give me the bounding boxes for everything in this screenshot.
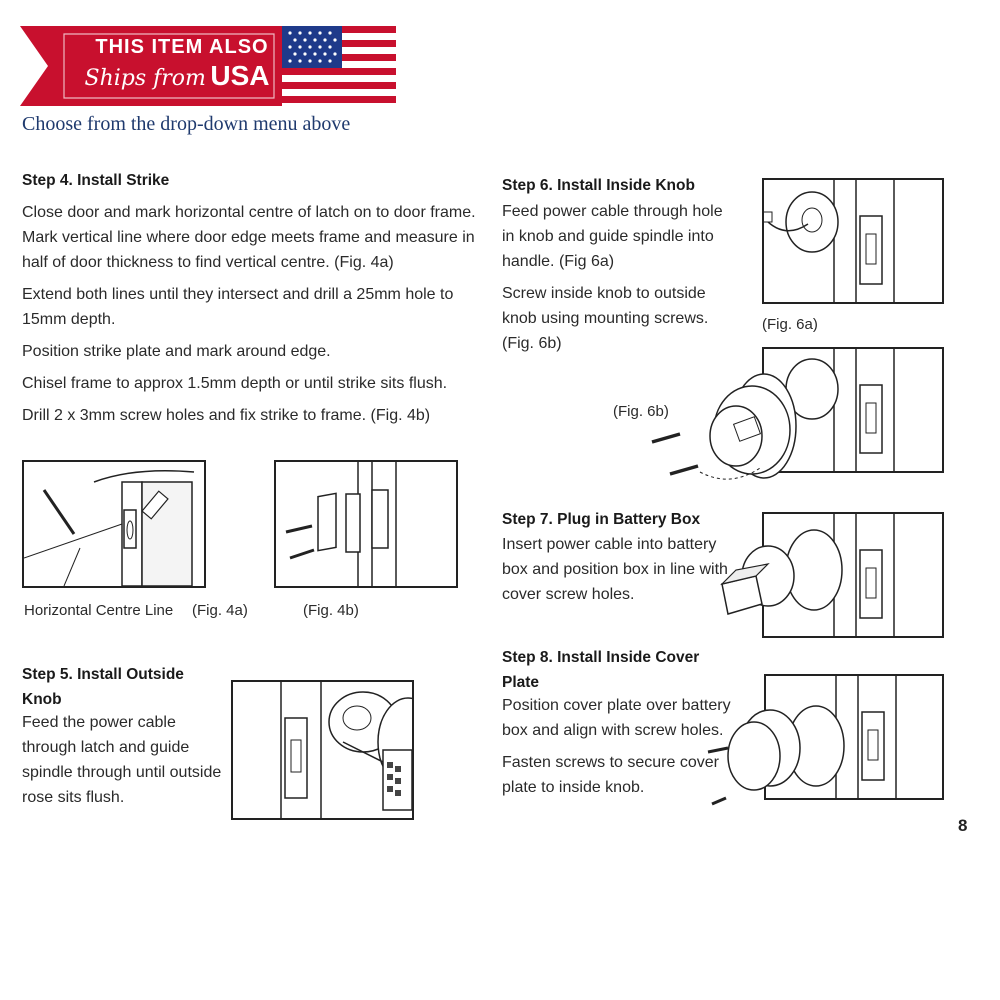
step4-title: Step 4. Install Strike: [22, 172, 170, 189]
banner-subtitle: Choose from the drop-down menu above: [22, 113, 351, 135]
banner-usa: USA: [210, 60, 270, 91]
figure-4a-label: Horizontal Centre Line: [24, 602, 174, 619]
cover-plate: [706, 700, 806, 810]
banner-ships-from: Ships from: [84, 66, 206, 91]
figure-step5: [231, 680, 414, 820]
step6-paragraph: Screw inside knob to outside knob using mounting screws. (Fig. 6b): [502, 285, 709, 352]
ships-from-usa-banner: [20, 22, 400, 110]
step4-body: [22, 200, 482, 435]
step6-title: Step 6. Install Inside Knob: [502, 177, 695, 194]
figure-4b: [274, 460, 458, 588]
page-number: 8: [958, 816, 968, 835]
figure-6b-caption: (Fig. 6b): [613, 403, 669, 420]
step8-paragraph: Fasten screws to secure cover plate to inside knob.: [502, 754, 719, 796]
figure-6a: [762, 178, 944, 304]
figure-4a-caption: (Fig. 4a): [192, 602, 248, 619]
us-flag-icon: [282, 26, 396, 106]
step6-paragraph: Feed power cable through hole in knob and guide spindle into handle. (Fig 6a): [502, 203, 723, 270]
step8-title: Step 8. Install Inside Cover Plate: [502, 649, 700, 691]
step8-paragraph: Position cover plate over battery box and align with screw holes.: [502, 697, 731, 739]
step4-paragraph: Close door and mark horizontal centre of latch on to door frame. Mark vertical line where door edge meets frame and measure in half of door thickness to find vertical centre. (Fig. 4a): [22, 204, 476, 271]
step4-paragraph: Position strike plate and mark around edge.: [22, 343, 331, 360]
step7-title: Step 7. Plug in Battery Box: [502, 511, 701, 528]
figure-4b-caption: (Fig. 4b): [303, 602, 359, 619]
figure-6b-knob: [640, 370, 800, 490]
step6-body: [502, 199, 730, 363]
step8-body: [502, 693, 732, 807]
banner-line1: THIS ITEM ALSO: [95, 36, 269, 58]
battery-box: [712, 540, 802, 620]
figure-4a: [22, 460, 206, 588]
step5-title: Step 5. Install Outside Knob: [22, 666, 184, 708]
step4-paragraph: Chisel frame to approx 1.5mm depth or until strike sits flush.: [22, 375, 448, 392]
step7-body: Insert power cable into battery box and position box in line with cover screw holes.: [502, 536, 728, 603]
figure-6a-caption: (Fig. 6a): [762, 316, 818, 333]
step4-paragraph: Drill 2 x 3mm screw holes and fix strike to frame. (Fig. 4b): [22, 407, 431, 424]
banner-line2: [72, 60, 282, 92]
step4-paragraph: Extend both lines until they intersect and drill a 25mm hole to 15mm depth.: [22, 286, 454, 328]
step5-body: Feed the power cable through latch and guide spindle through until outside rose sits flush.: [22, 714, 222, 806]
